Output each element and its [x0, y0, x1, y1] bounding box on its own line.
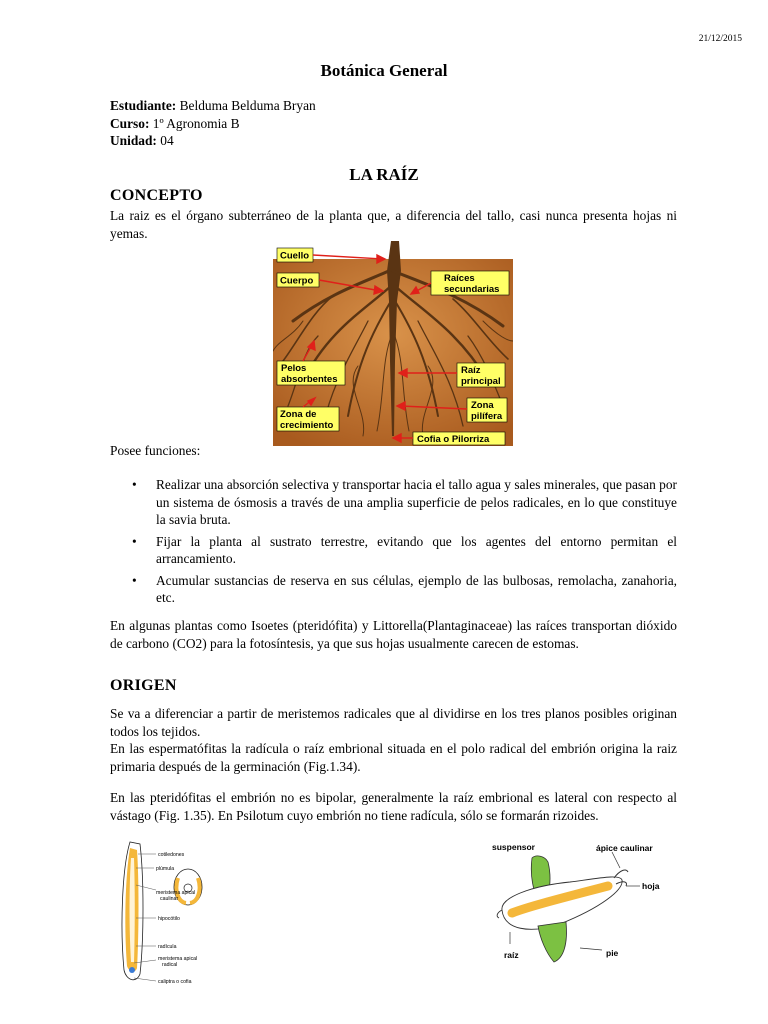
label-raiz-principal-1: Raíz: [461, 365, 481, 376]
label-zona-crec-1: Zona de: [280, 409, 317, 420]
student-line: [110, 97, 316, 115]
origen-p1: Se va a diferenciar a partir de meristemos radicales que al dividirse en los tres planos posibles originan todos los tejidos.: [110, 706, 677, 739]
list-item: • Fijar la planta al sustrato terrestre, evitando que los agentes del entorno permitan el arrancamiento.: [132, 533, 677, 566]
label-suspensor: suspensor: [492, 842, 535, 852]
label-raiz-principal-2: principal: [461, 376, 501, 387]
section-title: LA RAÍZ: [349, 165, 419, 184]
label-meristema-apical-2: caulinar: [160, 896, 179, 902]
student-value: Belduma Belduma Bryan: [179, 98, 316, 113]
label-cuello: Cuello: [280, 250, 310, 262]
label-meristema-apical-1: meristema apical: [156, 890, 196, 896]
unit-value: 04: [160, 133, 174, 148]
label-pie: pie: [606, 948, 619, 958]
bullet-icon: •: [132, 477, 137, 492]
origen-heading: ORIGEN: [110, 677, 177, 694]
concepto-heading: CONCEPTO: [110, 187, 203, 204]
foot-shape: [538, 922, 567, 962]
origen-p3: En las pteridófitas el embrión no es bipolar, generalmente la raíz embrional es lateral con respecto al vástago (Fig. 1.35). En Psilotum cuyo embrión no tiene radícula, sólo se formarán rizoides.: [110, 790, 677, 823]
label-caliptra: caliptra o cofia: [158, 979, 192, 985]
label-pelos-2: absorbentes: [281, 374, 338, 385]
label-meristema-radical-2: radical: [162, 962, 178, 968]
label-apice: ápice caulinar: [596, 843, 653, 853]
document-date: 21/12/2015: [698, 34, 742, 44]
label-cofia: Cofia o Pilorriza: [417, 434, 490, 445]
funciones-list: [110, 476, 677, 611]
pteridophyte-diagram: [490, 838, 680, 973]
extra-paragraph: En algunas plantas como Isoetes (pteridófita) y Littorella(Plantaginaceae) las raíces transportan dióxido de carbono (CO2) para la fotosíntesis, ya que sus hojas usualmente carecen de estomas.: [110, 618, 677, 651]
embryo-diagram: [116, 838, 236, 988]
label-cuerpo: Cuerpo: [280, 275, 314, 287]
label-plumula: plúmula: [156, 866, 175, 872]
label-meristema-radical-1: meristema apical: [158, 956, 198, 962]
label-hipocotilo: hipocótilo: [158, 916, 180, 922]
label-cotiledones: cotiledones: [158, 852, 185, 858]
unit-line: [110, 132, 316, 150]
origen-p2: En las espermatófitas la radícula o raíz embrional situada en el polo radical del embrión origina la raiz primaria después de la germinación (Fig.1.34).: [110, 741, 677, 774]
concepto-text: La raiz es el órgano subterráneo de la planta que, a diferencia del tallo, casi nunca presenta hojas ni yemas.: [110, 208, 677, 241]
label-raices-1: Raíces: [444, 273, 475, 284]
list-item: • Realizar una absorción selectiva y transportar hacia el tallo agua y sales minerales, que pasan por un sistema de ósmosis a través de una amplia superficie de pelos radicales, en lo que constituye la savia bruta.: [132, 477, 677, 527]
document-title: Botánica General: [320, 61, 448, 80]
funciones-intro: Posee funciones:: [110, 443, 201, 458]
label-raiz: raíz: [504, 950, 519, 960]
label-zona-pil-2: pilífera: [471, 411, 503, 422]
bullet-icon: •: [132, 533, 137, 549]
bullet-icon: •: [132, 572, 137, 588]
course-line: [110, 115, 316, 133]
root-diagram: [273, 241, 513, 446]
label-radicula: radícula: [158, 944, 177, 950]
unit-label: Unidad:: [110, 133, 157, 148]
label-zona-pil-1: Zona: [471, 400, 494, 411]
label-zona-crec-2: crecimiento: [280, 420, 334, 431]
label-hoja: hoja: [642, 881, 660, 891]
student-label: Estudiante:: [110, 98, 177, 113]
label-raices-2: secundarias: [444, 284, 500, 295]
course-label: Curso:: [110, 115, 150, 131]
course-value: 1º Agronomia B: [152, 115, 240, 131]
student-info: [110, 97, 316, 150]
label-pelos-1: Pelos: [281, 363, 307, 374]
list-item: • Acumular sustancias de reserva en sus células, ejemplo de las bulbosas, remolacha, zanahoria, etc.: [132, 572, 677, 605]
